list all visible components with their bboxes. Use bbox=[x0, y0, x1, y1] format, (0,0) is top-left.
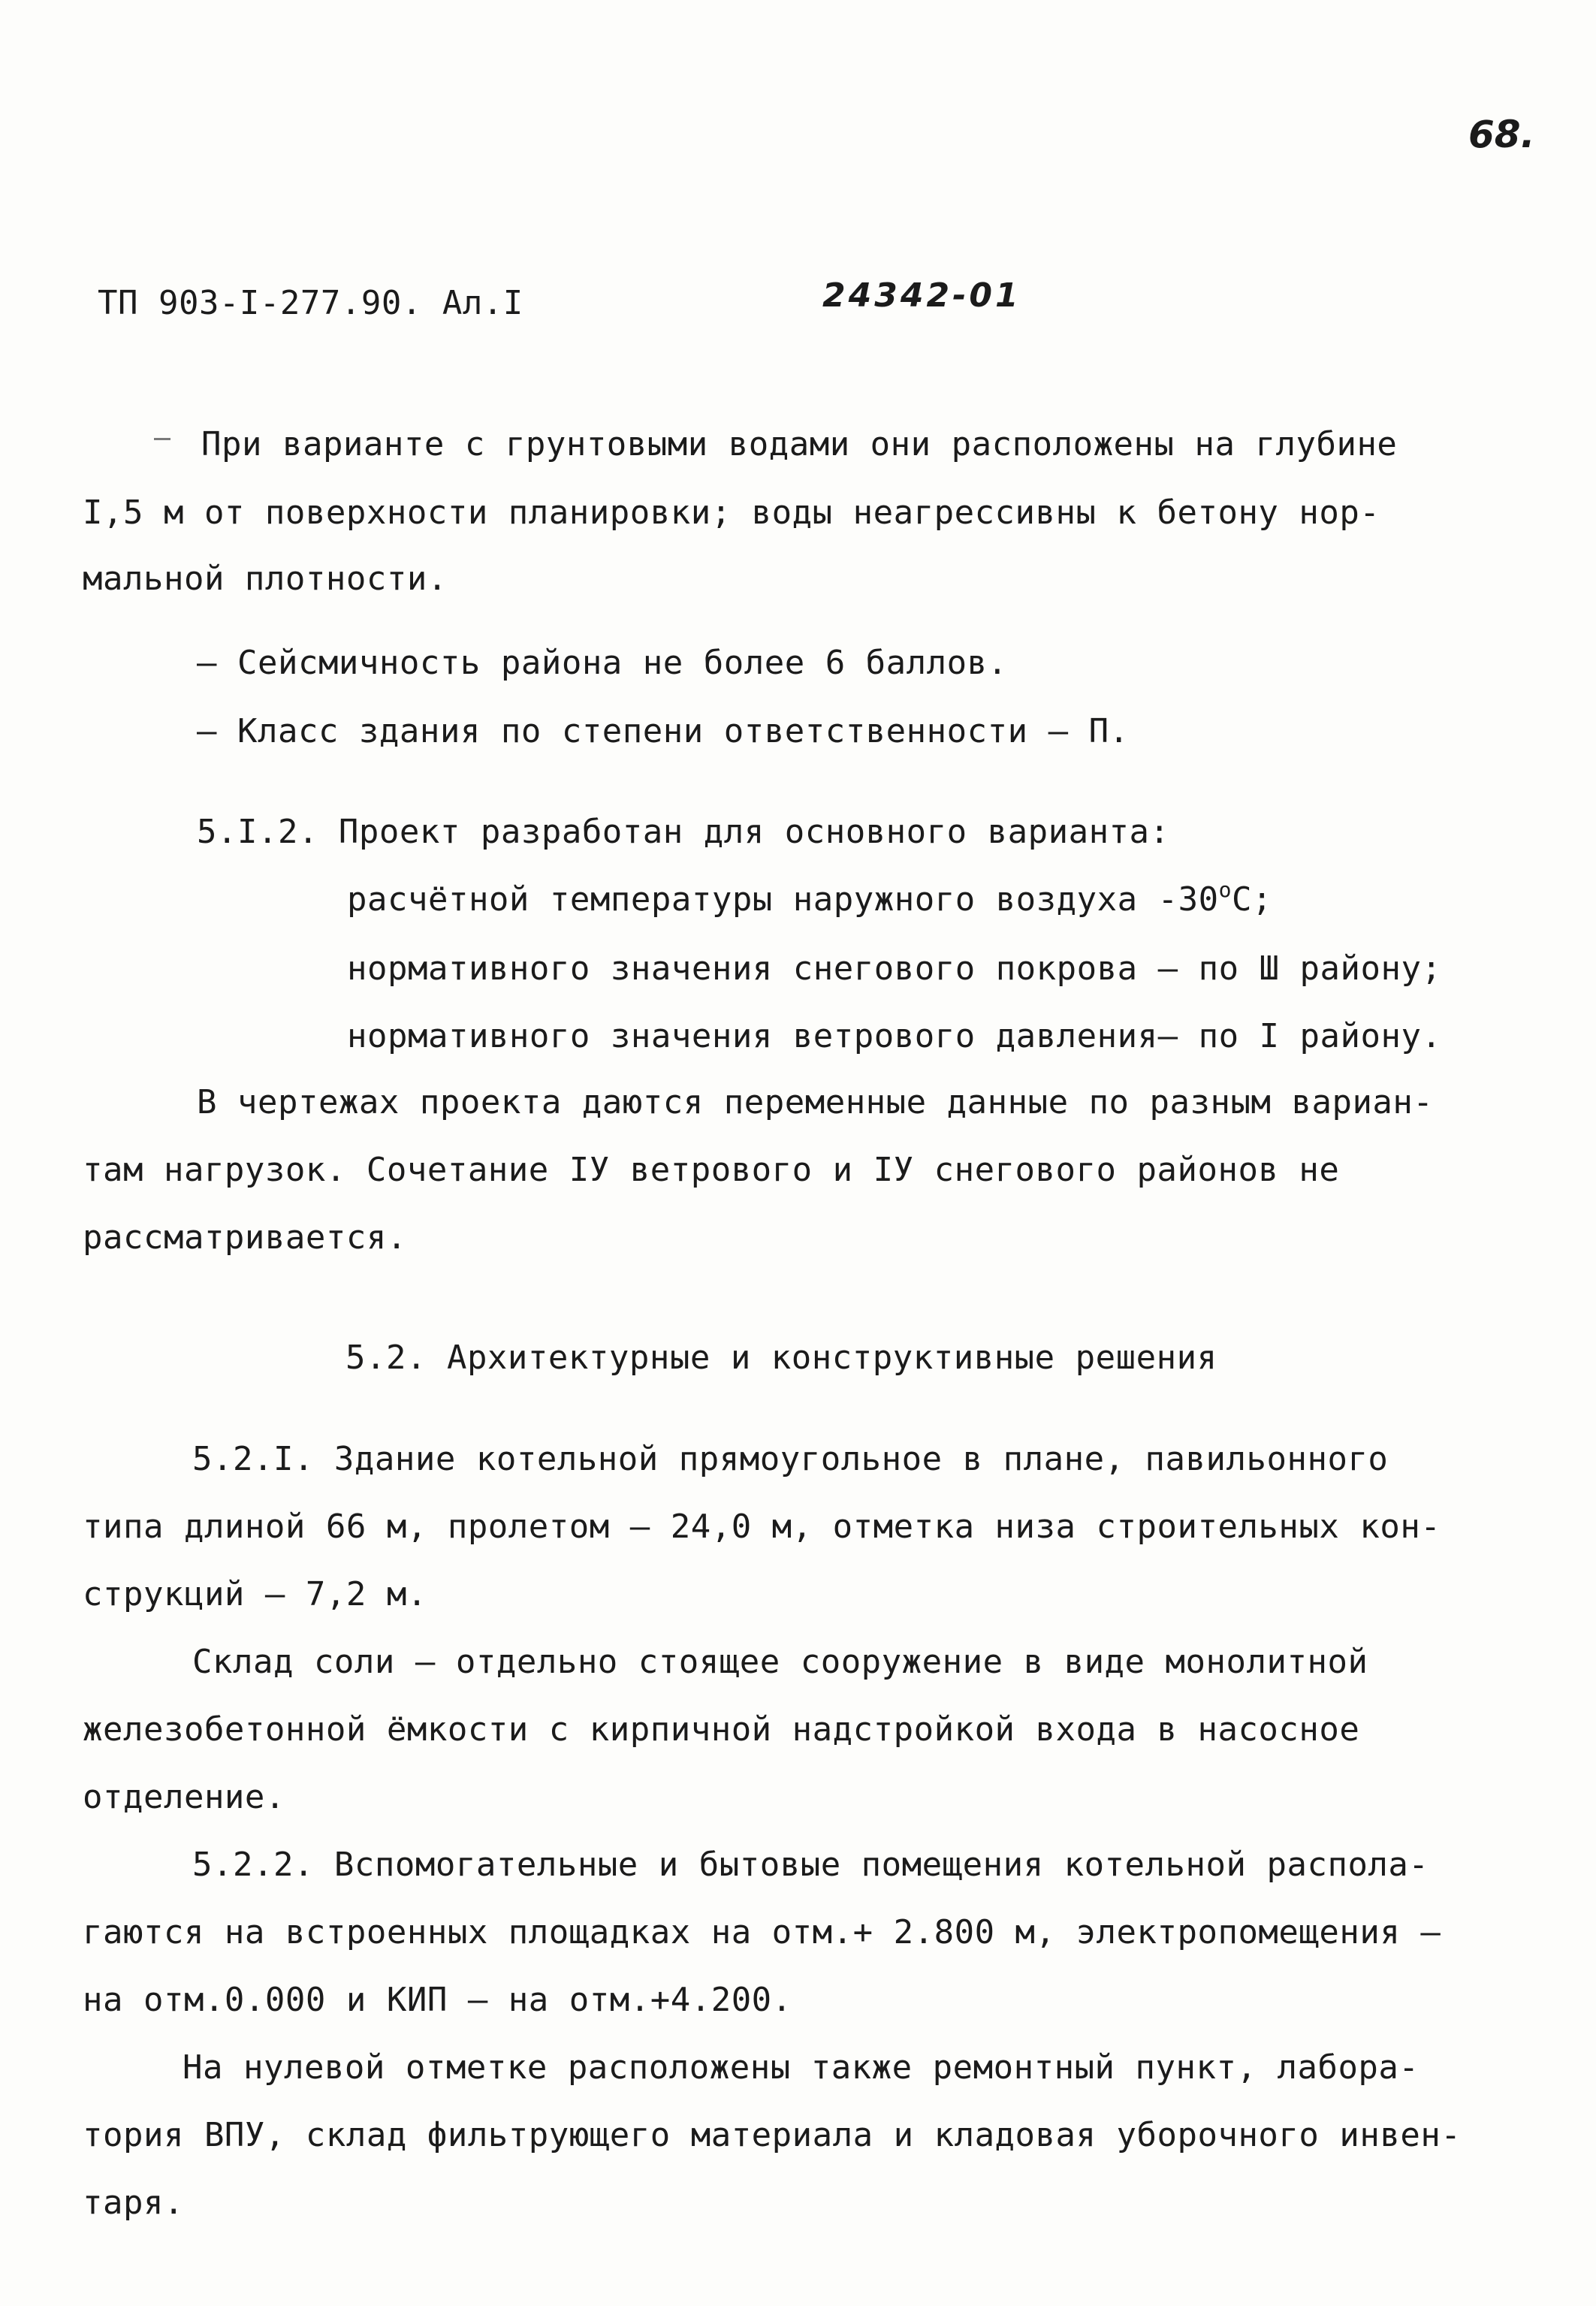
paragraph-line: отделение. bbox=[83, 1778, 285, 1816]
paragraph-line: типа длиной 66 м, пролетом – 24,0 м, отметка низа строительных кон- bbox=[83, 1508, 1441, 1546]
section-title: 5.2. Архитектурные и конструктивные решения bbox=[345, 1339, 1217, 1377]
design-temperature-line: расчётной температуры наружного воздуха $-30^оС$; bbox=[347, 877, 1272, 919]
paragraph-line: струкций – 7,2 м. bbox=[83, 1575, 427, 1613]
paragraph-line: мальной плотности. bbox=[83, 560, 448, 598]
paragraph-line: 5.2.2. Вспомогательные и бытовые помещения котельной распола- bbox=[192, 1846, 1429, 1884]
paragraph-line: 5.2.I. Здание котельной прямоугольное в плане, павильонного bbox=[192, 1440, 1389, 1478]
paragraph-line: гаются на встроенных площадках на отм.+ 2.800 м, электропомещения – bbox=[83, 1913, 1441, 1951]
paragraph-line: на отм.0.000 и КИП – на отм.+4.200. bbox=[83, 1981, 792, 2019]
paragraph-line: рассматривается. bbox=[83, 1218, 407, 1257]
bullet-seismic: – Сейсмичность района не более 6 баллов. bbox=[197, 644, 1008, 682]
section-5-1-2-lead: 5.I.2. Проект разработан для основного варианта: bbox=[197, 813, 1170, 851]
paragraph-line: При варианте с грунтовыми водами они расположены на глубине bbox=[201, 425, 1398, 463]
paragraph-line: На нулевой отметке расположены также ремонтный пункт, лабора- bbox=[183, 2048, 1420, 2087]
document-code: ТП 903-I-277.90. Ал.I bbox=[98, 284, 523, 322]
paragraph-line: В чертежах проекта даются переменные данные по разным вариан- bbox=[197, 1083, 1434, 1121]
wind-pressure-line: нормативного значения ветрового давления– по I району. bbox=[347, 1017, 1442, 1055]
paragraph-line: железобетонной ёмкости с кирпичной надстройкой входа в насосное bbox=[83, 1710, 1360, 1749]
paragraph-line: Склад соли – отдельно стоящее сооружение в виде монолитной bbox=[192, 1643, 1368, 1681]
snow-load-line: нормативного значения снегового покрова – по Ш району; bbox=[347, 949, 1442, 988]
document-number: 24342-01 bbox=[822, 276, 1021, 315]
margin-dash-mark bbox=[154, 438, 170, 440]
paragraph-line: таря. bbox=[83, 2184, 184, 2222]
bullet-building-class: – Класс здания по степени ответственности – П. bbox=[197, 712, 1130, 750]
page-number: 68. bbox=[1468, 113, 1535, 156]
paragraph-line: там нагрузок. Сочетание IУ ветрового и IУ снегового районов не bbox=[83, 1151, 1340, 1189]
paragraph-line: тория ВПУ, склад фильтрующего материала и кладовая уборочного инвен- bbox=[83, 2116, 1462, 2154]
paragraph-line: I,5 м от поверхности планировки; воды неагрессивны к бетону нор- bbox=[83, 493, 1380, 532]
